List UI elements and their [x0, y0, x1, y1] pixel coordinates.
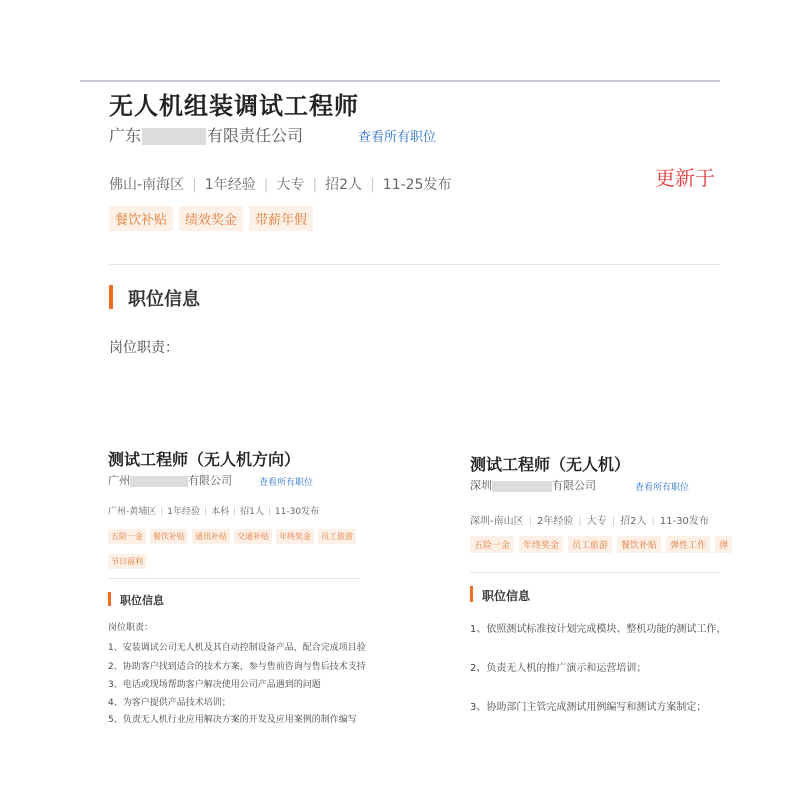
right-job-card: [470, 440, 729, 720]
meta-separator: |: [651, 516, 655, 527]
job-post-date: 11-25发布: [382, 177, 452, 193]
section-accent-bar: [108, 592, 111, 606]
benefit-tag: 弹性工作: [666, 536, 710, 553]
job-headcount: 招2人: [325, 177, 363, 193]
duty-item: 4、为客户提供产品技术培训；: [108, 698, 231, 708]
redacted-block: [492, 481, 552, 492]
meta-separator: |: [204, 507, 208, 517]
benefit-tag: 年终奖金: [276, 529, 314, 544]
job-experience: 2年经验: [536, 516, 574, 527]
benefit-tag: 员工旅游: [568, 536, 612, 553]
job-education: 本科: [211, 507, 230, 517]
job-experience: 1年经验: [167, 507, 201, 517]
section-divider: [470, 572, 720, 573]
job-post-date: 11-30发布: [274, 507, 320, 517]
meta-separator: |: [312, 177, 318, 193]
benefit-tag: 带薪年假: [249, 206, 313, 231]
job-headcount: 招2人: [620, 516, 647, 527]
duty-item: 3、电话或现场帮助客户解决使用公司产品遇到的问题: [108, 680, 321, 690]
job-meta: [108, 504, 319, 517]
duty-item: 1、安装调试公司无人机及其自动控制设备产品，配合完成项目验: [108, 643, 366, 653]
meta-separator: |: [267, 507, 271, 517]
section-title: 职位信息: [482, 589, 531, 603]
section-accent-bar: [109, 285, 113, 309]
duty-item: 5、负责无人机行业应用解决方案的开发及应用案例的制作编写: [108, 715, 357, 725]
meta-separator: |: [611, 516, 616, 527]
meta-separator: |: [192, 177, 197, 193]
duty-item: 2、负责无人机的推广演示和运营培训；: [470, 663, 647, 674]
duty-item: 2、协助客户找到适合的技术方案，参与售前咨询与售后技术支持: [108, 662, 366, 672]
benefit-tag: 员工旅游: [318, 529, 356, 544]
section-accent-bar: [470, 586, 473, 602]
benefit-tag: 餐饮补贴: [617, 536, 661, 553]
company-name-prefix: 广东: [109, 126, 142, 145]
benefit-tag: 通讯补贴: [192, 529, 230, 544]
job-experience: 1年经验: [204, 177, 256, 193]
view-all-jobs-link[interactable]: 查看所有职位: [635, 483, 690, 493]
section-divider: [109, 264, 720, 265]
job-location: 深圳-南山区: [470, 516, 524, 527]
company-name: [108, 472, 232, 488]
benefit-tags: [109, 206, 319, 231]
job-location: 广州-黄埔区: [108, 507, 157, 517]
main-job-panel: [80, 82, 720, 397]
benefit-tag: 五险一金: [470, 536, 514, 553]
meta-separator: |: [263, 177, 269, 193]
company-name-prefix: 广州: [108, 474, 130, 487]
company-name: [109, 123, 303, 146]
job-headcount: 招1人: [240, 507, 264, 517]
section-divider: [108, 578, 360, 579]
company-name-suffix: 有限责任公司: [207, 126, 304, 145]
benefit-tags: [470, 533, 737, 553]
duty-label: 岗位职责：: [108, 623, 154, 633]
job-meta: [109, 174, 451, 194]
update-label: 更新于: [655, 166, 715, 190]
left-job-card: [105, 440, 366, 725]
duty-item: 3、协助部门主管完成测试用例编写和测试方案制定；: [470, 702, 707, 713]
section-title: 职位信息: [120, 594, 164, 607]
meta-separator: |: [578, 516, 582, 527]
benefit-tag: 年终奖金: [519, 536, 563, 553]
meta-separator: |: [370, 177, 375, 193]
meta-separator: |: [233, 507, 237, 517]
company-name-prefix: 深圳: [470, 479, 492, 492]
view-all-jobs-link[interactable]: 查看所有职位: [259, 478, 314, 488]
company-name-suffix: 有限公司: [188, 474, 232, 487]
job-title: 测试工程师（无人机方向）: [108, 450, 301, 469]
meta-separator: |: [528, 516, 532, 527]
job-title: 测试工程师（无人机）: [470, 455, 631, 474]
duty-label: 岗位职责：: [109, 340, 179, 356]
job-meta: [470, 512, 709, 527]
view-all-jobs-link[interactable]: 查看所有职位: [358, 130, 437, 145]
benefit-tag: 餐饮补贴: [109, 206, 173, 231]
benefit-tag: 交通补贴: [234, 529, 272, 544]
meta-separator: |: [160, 507, 164, 517]
redacted-block: [130, 476, 188, 487]
job-location: 佛山-南海区: [109, 177, 185, 193]
redacted-block: [142, 128, 206, 145]
benefit-tag: 五险一金: [108, 529, 146, 544]
job-post-date: 11-30发布: [659, 516, 709, 527]
benefit-tags: [108, 524, 370, 574]
benefit-tag: 绩效奖金: [179, 206, 243, 231]
job-education: 大专: [586, 516, 607, 527]
section-title: 职位信息: [128, 289, 200, 310]
job-title: 无人机组装调试工程师: [109, 92, 359, 120]
benefit-tag: 节日福利: [108, 554, 146, 569]
company-name: [470, 477, 596, 493]
company-name-suffix: 有限公司: [552, 479, 596, 492]
duty-item: 1、依照测试标准按计划完成模块、整机功能的测试工作，: [470, 624, 727, 635]
job-education: 大专: [276, 177, 305, 193]
benefit-tag: 弹: [715, 536, 732, 553]
benefit-tag: 餐饮补贴: [150, 529, 188, 544]
